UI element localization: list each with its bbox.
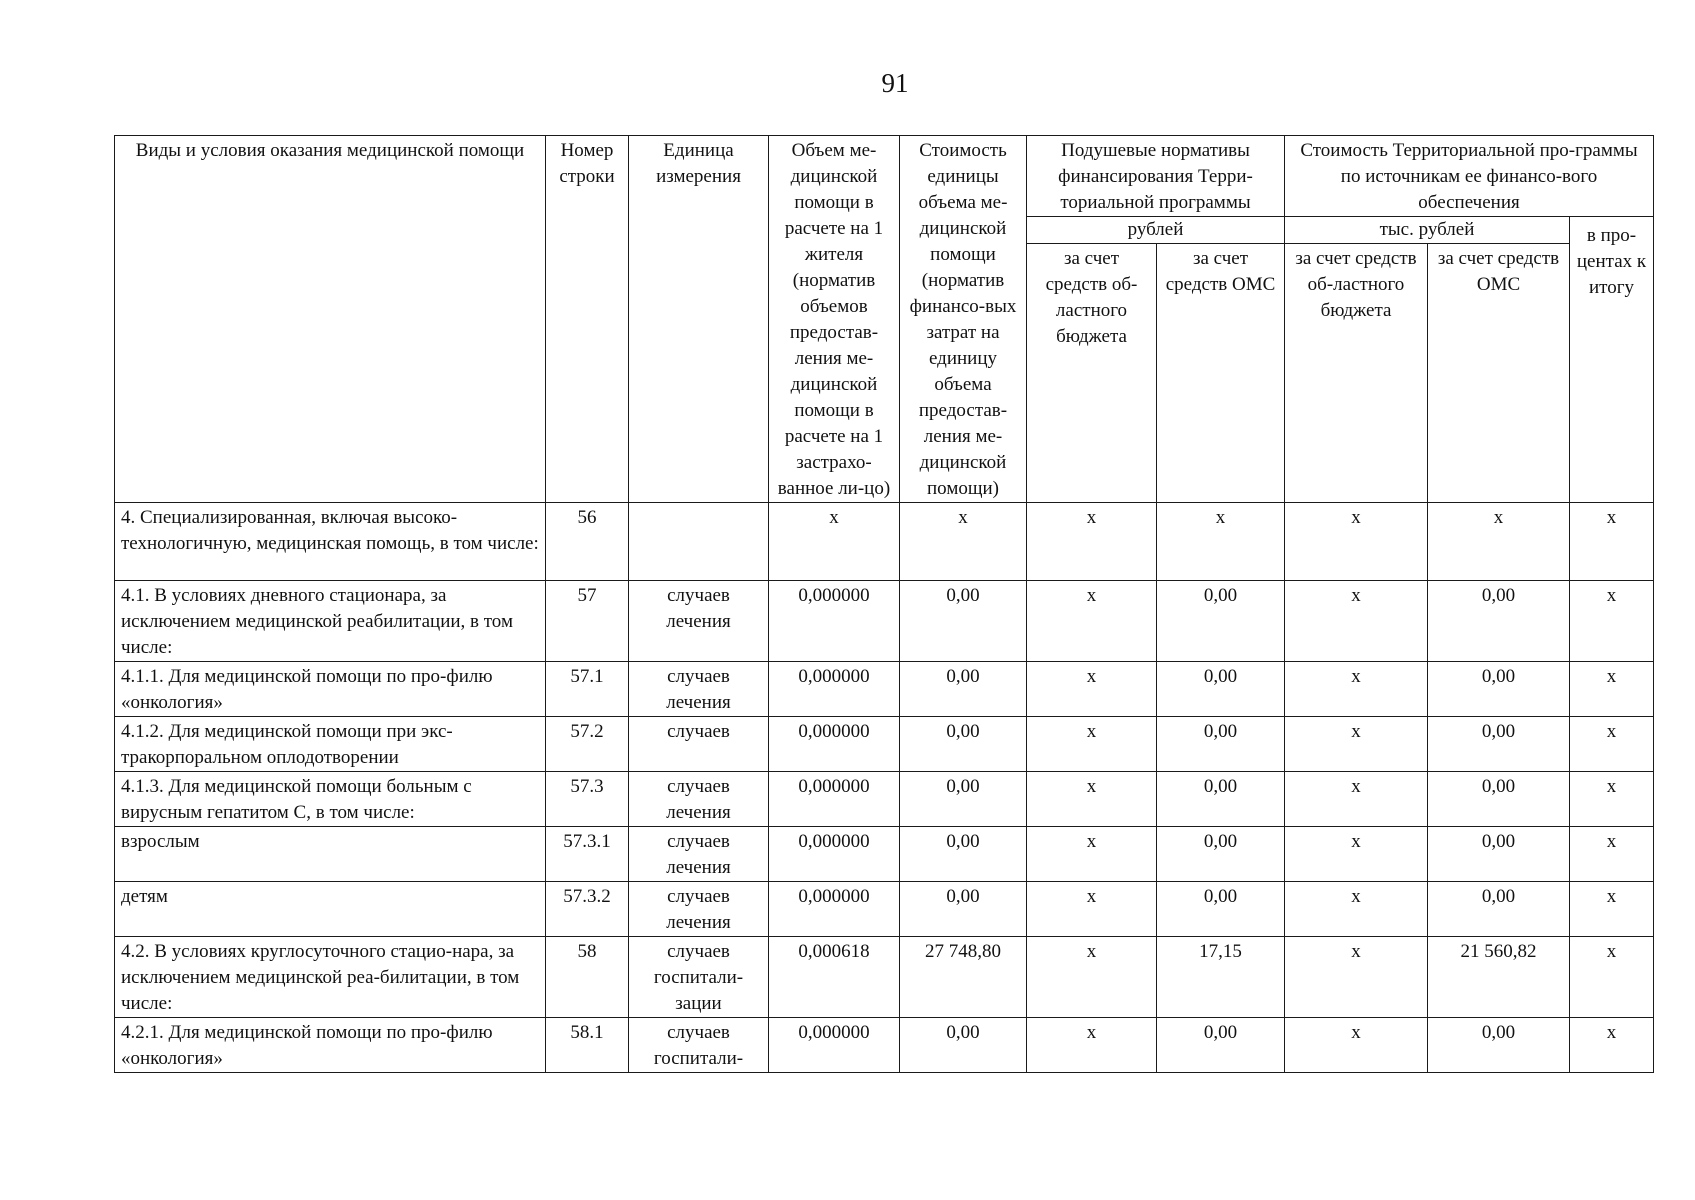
row-name: 4.1. В условиях дневного стационара, за исключением медицинской реабилитации, в том числе:	[115, 581, 546, 662]
row-name: 4.1.1. Для медицинской помощи по про-филю «онкология»	[115, 662, 546, 717]
row-pc-oms: 0,00	[1157, 581, 1285, 662]
row-percent: х	[1570, 717, 1654, 772]
row-unit: случаев лечения	[629, 581, 769, 662]
header-percent: в про-центах к итогу	[1570, 217, 1654, 503]
header-type: Виды и условия оказания медицинской помощи	[115, 136, 546, 503]
row-unit: случаев	[629, 717, 769, 772]
header-program-cost: Стоимость Территориальной про-граммы по источникам ее финансо-вого обеспечения	[1285, 136, 1654, 217]
row-pr-budget: х	[1285, 937, 1428, 1018]
table-row	[115, 717, 1654, 772]
row-name: 4.1.2. Для медицинской помощи при экс-тракорпоральном оплодотворении	[115, 717, 546, 772]
row-cost: 0,00	[900, 882, 1027, 937]
row-percent: х	[1570, 1018, 1654, 1073]
header-volume: Объем ме-дицинской помощи в расчете на 1 жителя (норматив объемов предостав-ления ме-дицинской помощи в расчете на 1 застрахо-ванное ли-цо)	[769, 136, 900, 503]
row-percent: х	[1570, 937, 1654, 1018]
row-percent: х	[1570, 882, 1654, 937]
row-pc-budget: х	[1027, 827, 1157, 882]
row-number: 57.1	[546, 662, 629, 717]
row-pr-oms: 0,00	[1428, 827, 1570, 882]
header-pr-budget: за счет средств об-ластного бюджета	[1285, 244, 1428, 503]
row-name: 4. Специализированная, включая высоко-технологичную, медицинская помощь, в том числе:	[115, 503, 546, 581]
header-row-number: Номер строки	[546, 136, 629, 503]
row-number: 57.3.1	[546, 827, 629, 882]
row-pr-budget: х	[1285, 503, 1428, 581]
row-pr-budget: х	[1285, 882, 1428, 937]
row-volume: 0,000000	[769, 882, 900, 937]
row-volume: 0,000000	[769, 581, 900, 662]
row-name: детям	[115, 882, 546, 937]
row-pc-budget: х	[1027, 662, 1157, 717]
table-row	[115, 882, 1654, 937]
table-row	[115, 827, 1654, 882]
row-volume: 0,000000	[769, 662, 900, 717]
row-unit: случаев госпитали-зации	[629, 937, 769, 1018]
row-unit: случаев лечения	[629, 662, 769, 717]
header-pc-oms: за счет средств ОМС	[1157, 244, 1285, 503]
row-volume: 0,000000	[769, 772, 900, 827]
row-pr-budget: х	[1285, 827, 1428, 882]
table-row	[115, 937, 1654, 1018]
row-cost: 0,00	[900, 581, 1027, 662]
table-row	[115, 581, 1654, 662]
row-unit: случаев лечения	[629, 827, 769, 882]
row-pr-oms: 0,00	[1428, 662, 1570, 717]
row-percent: х	[1570, 503, 1654, 581]
table-row	[115, 1018, 1654, 1073]
row-volume: 0,000000	[769, 1018, 900, 1073]
header-per-capita: Подушевые нормативы финансирования Терри-ториальной программы	[1027, 136, 1285, 217]
row-cost: 27 748,80	[900, 937, 1027, 1018]
row-pc-budget: х	[1027, 882, 1157, 937]
row-pr-oms: 0,00	[1428, 1018, 1570, 1073]
row-pr-oms: х	[1428, 503, 1570, 581]
row-volume: х	[769, 503, 900, 581]
row-pr-budget: х	[1285, 772, 1428, 827]
row-pr-budget: х	[1285, 662, 1428, 717]
row-number: 58	[546, 937, 629, 1018]
row-pr-budget: х	[1285, 1018, 1428, 1073]
row-pc-budget: х	[1027, 581, 1157, 662]
row-pr-budget: х	[1285, 581, 1428, 662]
row-pc-budget: х	[1027, 503, 1157, 581]
row-unit: случаев госпитали-	[629, 1018, 769, 1073]
table-body	[115, 503, 1654, 1073]
row-pc-budget: х	[1027, 717, 1157, 772]
row-pc-oms: 17,15	[1157, 937, 1285, 1018]
row-pr-oms: 0,00	[1428, 717, 1570, 772]
row-pc-oms: 0,00	[1157, 772, 1285, 827]
row-pc-budget: х	[1027, 937, 1157, 1018]
row-pr-oms: 21 560,82	[1428, 937, 1570, 1018]
row-number: 57.3	[546, 772, 629, 827]
row-name: 4.2. В условиях круглосуточного стацио-нара, за исключением медицинской реа-билитации, в том числе:	[115, 937, 546, 1018]
row-name: 4.1.3. Для медицинской помощи больным с вирусным гепатитом С, в том числе:	[115, 772, 546, 827]
row-percent: х	[1570, 581, 1654, 662]
table-header	[115, 136, 1654, 503]
table-row	[115, 662, 1654, 717]
row-cost: х	[900, 503, 1027, 581]
row-number: 56	[546, 503, 629, 581]
row-cost: 0,00	[900, 662, 1027, 717]
row-unit: случаев лечения	[629, 882, 769, 937]
row-cost: 0,00	[900, 827, 1027, 882]
table-row	[115, 503, 1654, 581]
row-volume: 0,000618	[769, 937, 900, 1018]
financing-table	[114, 135, 1654, 1073]
row-pc-budget: х	[1027, 772, 1157, 827]
row-name: 4.2.1. Для медицинской помощи по про-филю «онкология»	[115, 1018, 546, 1073]
row-pc-oms: 0,00	[1157, 717, 1285, 772]
row-percent: х	[1570, 772, 1654, 827]
row-pr-budget: х	[1285, 717, 1428, 772]
row-percent: х	[1570, 662, 1654, 717]
row-pc-oms: 0,00	[1157, 827, 1285, 882]
row-pc-oms: х	[1157, 503, 1285, 581]
row-unit	[629, 503, 769, 581]
row-volume: 0,000000	[769, 717, 900, 772]
row-pr-oms: 0,00	[1428, 882, 1570, 937]
row-pc-oms: 0,00	[1157, 1018, 1285, 1073]
row-cost: 0,00	[900, 1018, 1027, 1073]
row-unit: случаев лечения	[629, 772, 769, 827]
row-number: 57.3.2	[546, 882, 629, 937]
row-number: 57.2	[546, 717, 629, 772]
row-number: 57	[546, 581, 629, 662]
row-pc-oms: 0,00	[1157, 882, 1285, 937]
table-row	[115, 772, 1654, 827]
row-volume: 0,000000	[769, 827, 900, 882]
row-number: 58.1	[546, 1018, 629, 1073]
row-pc-budget: х	[1027, 1018, 1157, 1073]
header-cost: Стоимость единицы объема ме-дицинской помощи (норматив финансо-вых затрат на единицу объема предостав-ления ме-дицинской помощи)	[900, 136, 1027, 503]
row-pr-oms: 0,00	[1428, 581, 1570, 662]
row-pr-oms: 0,00	[1428, 772, 1570, 827]
row-cost: 0,00	[900, 717, 1027, 772]
row-percent: х	[1570, 827, 1654, 882]
page-number: 91	[881, 68, 909, 98]
header-unit-thousand-rub: тыс. рублей	[1285, 217, 1570, 244]
header-pc-budget: за счет средств об-ластного бюджета	[1027, 244, 1157, 503]
header-unit-rub: рублей	[1027, 217, 1285, 244]
row-cost: 0,00	[900, 772, 1027, 827]
header-pr-oms: за счет средств ОМС	[1428, 244, 1570, 503]
row-name: взрослым	[115, 827, 546, 882]
row-pc-oms: 0,00	[1157, 662, 1285, 717]
header-unit: Единица измерения	[629, 136, 769, 503]
